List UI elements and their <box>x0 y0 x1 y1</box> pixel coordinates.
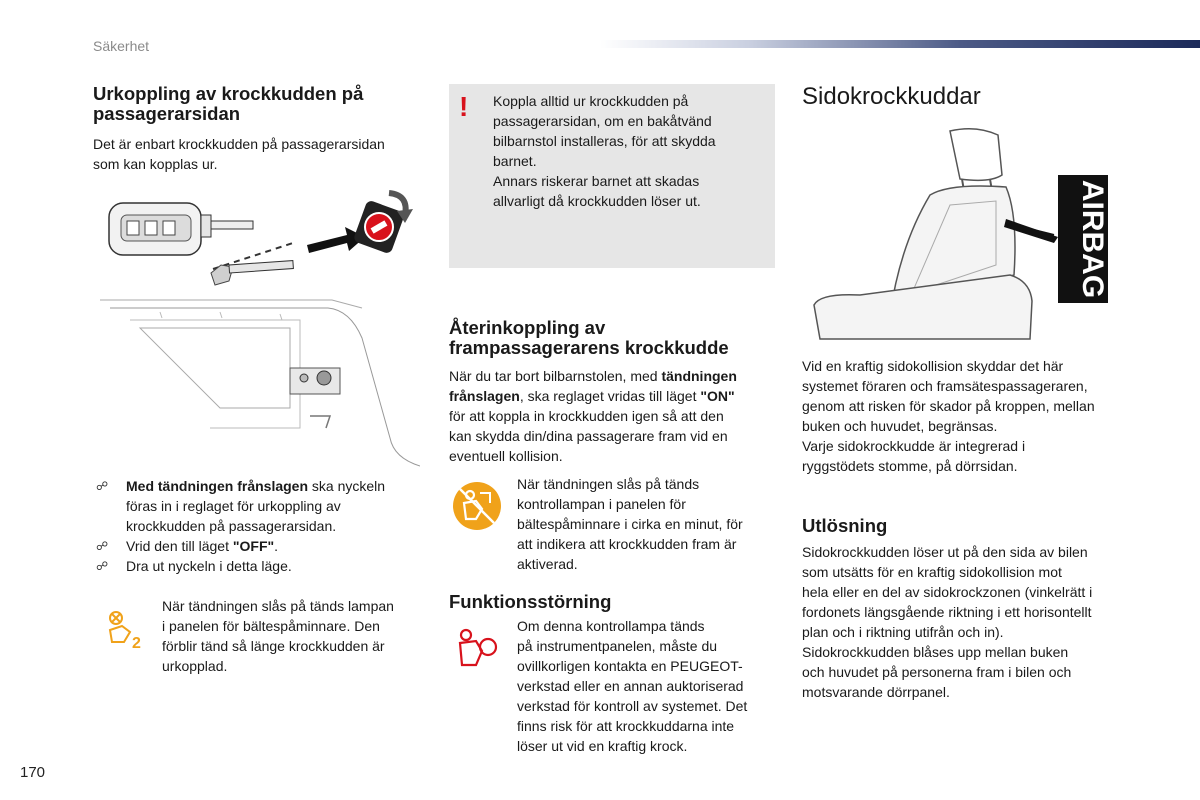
text-line: på instrumentpanelen, måste du <box>517 638 718 654</box>
list-item <box>96 476 426 536</box>
seat-illustration <box>800 125 1120 345</box>
deactivation-note <box>162 596 432 676</box>
indicator-note <box>517 474 777 574</box>
intro-paragraph <box>93 134 423 174</box>
airbag-off-warning-icon <box>104 608 148 652</box>
bullet-icon: ☍ <box>96 559 109 573</box>
text-line: plan och i riktning utifrån och in). <box>802 624 1004 640</box>
text-line: Koppla alltid ur krockkudden på <box>493 93 689 109</box>
text-line <box>449 366 779 386</box>
text-line: urkopplad. <box>162 658 228 674</box>
heading-deactivation <box>93 84 423 124</box>
text-line: När tändningen slås på tänds <box>517 476 700 492</box>
text-line: ryggstödets stomme, på dörrsidan. <box>802 458 1018 474</box>
heading-line: Urkoppling av krockkudden på <box>93 83 364 104</box>
header-bar <box>600 40 1200 48</box>
heading-malfunction: Funktionsstörning <box>449 591 612 612</box>
text-line: Sidokrockkudden blåses upp mellan buken <box>802 644 1069 660</box>
heading-side-airbags: Sidokrockkuddar <box>802 83 981 110</box>
text-line: kan skydda din/dina passagerare fram vid en <box>449 428 728 444</box>
text: föras in i reglaget för urkoppling av <box>126 498 341 514</box>
text-line: buken och huvudet, begränsas. <box>802 418 998 434</box>
switch-housing <box>290 368 340 394</box>
text: När du tar bort bilbarnstolen, med <box>449 368 662 384</box>
text-line: att indikera att krockkudden fram är <box>517 536 737 552</box>
text-line: fordonets längsgående riktning i ett horisontellt <box>802 604 1092 620</box>
key-switch-illustration <box>93 185 423 300</box>
emphasis: frånslagen <box>449 388 520 404</box>
text-line <box>449 386 779 406</box>
reactivation-paragraph <box>449 366 779 466</box>
list-item <box>96 536 426 556</box>
text-line: eventuell kollision. <box>449 448 563 464</box>
heading-line: frampassagerarens krockkudde <box>449 337 729 358</box>
text-line: förblir tänd så länge krockkudden är <box>162 638 385 654</box>
text: krockkudden på passagerarsidan. <box>126 518 337 534</box>
deactivation-steps-list <box>96 476 426 576</box>
airbag-fault-icon <box>452 625 500 673</box>
bullet-icon: ☍ <box>96 539 109 553</box>
text-line: allvarligt då krockkudden löser ut. <box>493 193 701 209</box>
airbag-on-indicator-icon <box>450 479 504 533</box>
heading-deployment: Utlösning <box>802 515 888 536</box>
text-line: och huvudet på personerna fram i bilen och <box>802 664 1072 680</box>
emphasis: "OFF" <box>232 538 275 554</box>
text-line: När tändningen slås på tänds lampan <box>162 598 394 614</box>
heading-line: passagerarsidan <box>93 103 241 124</box>
text-line: Sidokrockkudden löser ut på den sida av bilen <box>802 544 1088 560</box>
text-line: motsvarande dörrpanel. <box>802 684 950 700</box>
text-line: Annars riskerar barnet att skadas <box>493 173 700 189</box>
text-line: genom att risken för skador på kroppen, mellan <box>802 398 1095 414</box>
column-passenger-airbag-deactivation <box>93 84 423 174</box>
text-line: i panelen för bältespåminnare. Den <box>162 618 380 634</box>
heading-reactivation <box>449 318 779 358</box>
page-number: 170 <box>20 764 46 781</box>
off-icon-label: 2 <box>132 635 141 652</box>
text: , ska reglaget vridas till läget <box>519 388 701 404</box>
text-line: bältespåminnare i cirka en minut, för <box>517 516 743 532</box>
text-line: löser ut vid en kraftig krock. <box>517 738 688 754</box>
text-line: Varje sidokrockkudde är integrerad i <box>802 438 1026 454</box>
text-line: för att koppla in krockkudden igen så att den <box>449 408 724 424</box>
text-line: Om denna kontrollampa tänds <box>517 618 705 634</box>
text-line: verkstad eller en annan auktoriserad <box>517 678 744 694</box>
reactivation-section <box>449 318 779 466</box>
text-line: passagerarsidan, om en bakåtvänd <box>493 113 712 129</box>
airbag-label: AIRBAG <box>1076 179 1109 299</box>
text-line: Vid en kraftig sidokollision skyddar det här <box>802 358 1064 374</box>
section-title: Säkerhet <box>93 38 150 54</box>
text-line: ovillkorligen kontakta en PEUGEOT- <box>517 658 743 674</box>
side-airbag-paragraph <box>802 356 1132 476</box>
text-line: bilbarnstol installeras, för att skydda <box>493 133 716 149</box>
text-line: kontrollampan i panelen för <box>517 496 686 512</box>
text: Vrid den till läget <box>126 538 233 554</box>
warning-text <box>493 91 761 211</box>
emphasis: tändningen <box>661 368 737 384</box>
text-line: som kan kopplas ur. <box>93 156 218 172</box>
off-switch-icon <box>353 193 413 255</box>
bullet-icon: ☍ <box>96 479 109 493</box>
text-line: finns risk för att krockkuddarna inte <box>517 718 735 734</box>
text-line: barnet. <box>493 153 537 169</box>
text-line: aktiverad. <box>517 556 578 572</box>
text-line: verkstad för kontroll av systemet. Det <box>517 698 748 714</box>
list-item <box>96 556 426 576</box>
text-line: systemet föraren och framsätespassageraren, <box>802 378 1088 394</box>
text: . <box>274 538 279 554</box>
emphasis: "ON" <box>700 388 735 404</box>
emphasis: Med tändningen frånslagen <box>126 478 309 494</box>
key-fob-icon <box>109 203 253 255</box>
glovebox-illustration <box>100 298 420 468</box>
text-line: hela eller en del av sidokrockzonen (vinkelrätt i <box>802 584 1093 600</box>
text-line: Det är enbart krockkudden på passagerarsidan <box>93 136 385 152</box>
text-line: som utsätts för en kraftig sidokollision mot <box>802 564 1062 580</box>
warning-exclamation-icon: ! <box>459 91 469 122</box>
text: ska nyckeln <box>308 478 386 494</box>
text: Dra ut nyckeln i detta läge. <box>126 558 292 574</box>
headrest <box>950 129 1002 181</box>
heading-line: Återinkoppling av <box>449 317 606 338</box>
malfunction-paragraph <box>517 616 777 756</box>
key-blade-icon <box>211 261 293 285</box>
deployment-paragraph <box>802 542 1142 702</box>
